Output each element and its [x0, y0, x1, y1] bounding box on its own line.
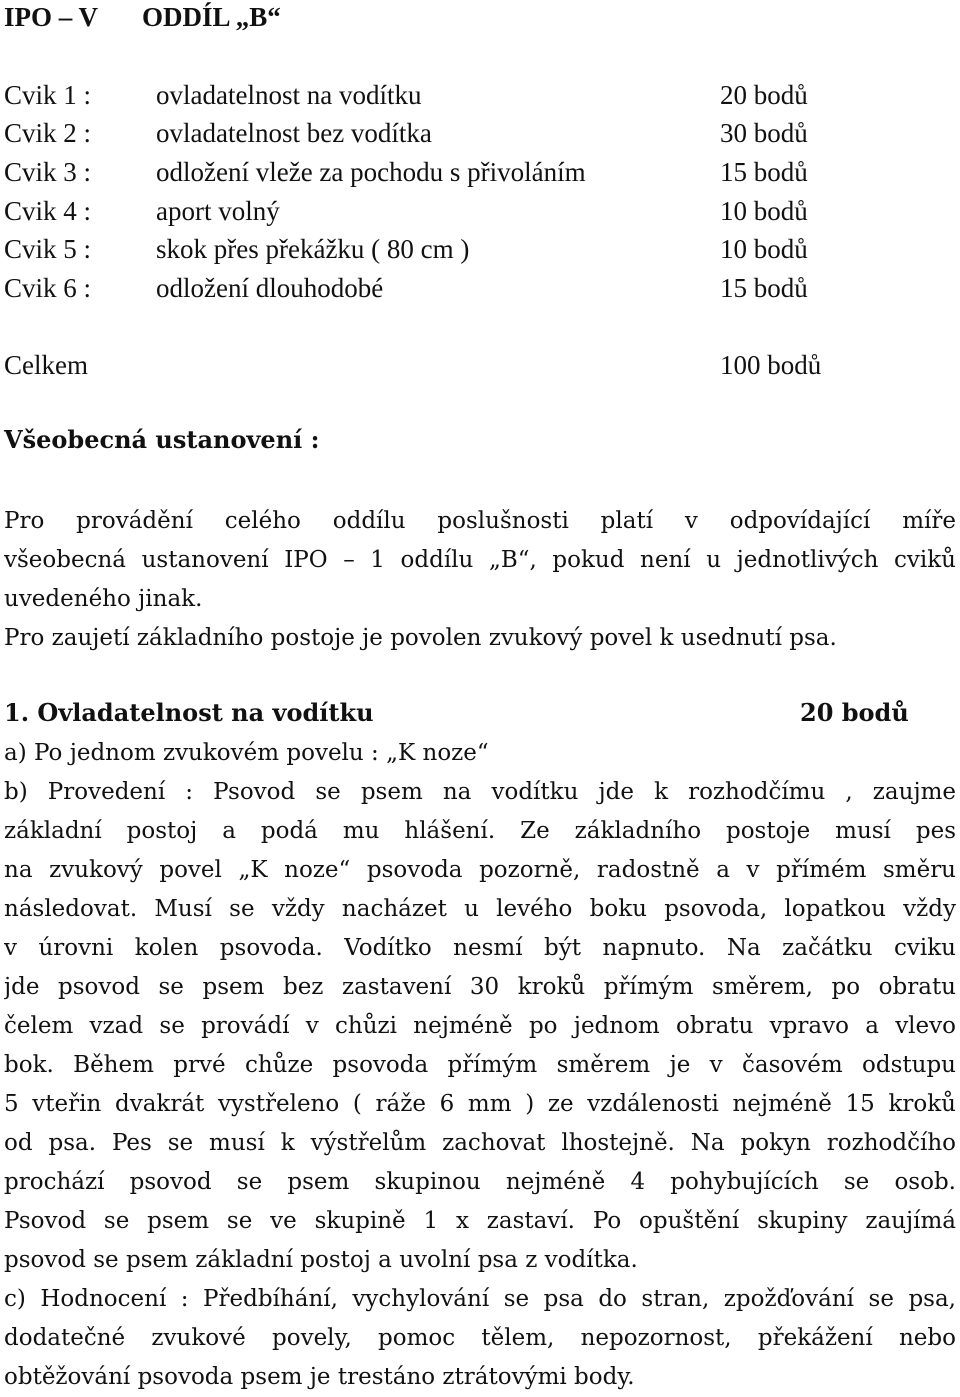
text-line: čelem vzad se provádí v chůzi nejméně po jednom obratu vpravo a vlevo: [4, 1013, 956, 1039]
exercise-name: odložení dlouhodobé: [156, 273, 384, 303]
exercise-points: 20 bodů: [720, 80, 808, 110]
exercise-row: [4, 80, 844, 114]
exercise-points: 15 bodů: [720, 157, 808, 187]
exercise-points: 30 bodů: [720, 118, 808, 148]
text-line: obtěžování psovoda psem je trestáno ztrátovými body.: [4, 1364, 635, 1390]
text-line: dodatečné zvukové povely, pomoc tělem, nepozornost, překážení nebo: [4, 1325, 956, 1351]
exercise-row: [4, 273, 844, 307]
header-exam-code: IPO – V: [4, 2, 99, 32]
exercise-label: Cvik 5 :: [4, 234, 92, 264]
exercise-name: aport volný: [156, 196, 280, 226]
text-line: všeobecná ustanovení IPO – 1 oddílu „B“, pokud není u jednotlivých cviků: [4, 547, 956, 573]
exercise-row: [4, 234, 844, 268]
exercise-points: 15 bodů: [720, 273, 808, 303]
exercise-1-points: 20 bodů: [800, 698, 909, 727]
exercise-row: [4, 157, 844, 191]
header-section-title: ODDÍL „B“: [142, 2, 281, 32]
text-line: jde psovod se psem bez zastavení 30 kroků přímým směrem, po obratu: [4, 974, 956, 1000]
text-line: bok. Během prvé chůze psovoda přímým směrem je v časovém odstupu: [4, 1052, 956, 1078]
total-points: 100 bodů: [720, 350, 822, 380]
text-line: Psovod se psem se ve skupině 1 x zastaví. Po opuštění skupiny zaujímá: [4, 1208, 956, 1234]
general-provisions-text: [4, 502, 956, 658]
exercise-label: Cvik 2 :: [4, 118, 92, 148]
exercise-points: 10 bodů: [720, 196, 808, 226]
text-line: psovod se psem základní postoj a uvolní psa z vodítka.: [4, 1247, 638, 1273]
text-line: c) Hodnocení : Předbíhání, vychylování se psa do stran, zpožďování se psa,: [4, 1286, 956, 1312]
exercise-row: [4, 196, 844, 230]
exercise-label: Cvik 4 :: [4, 196, 92, 226]
text-line: následovat. Musí se vždy nacházet u levého boku psovoda, lopatkou vždy: [4, 896, 956, 922]
exercise-name: odložení vleže za pochodu s přivoláním: [156, 157, 586, 187]
text-line: od psa. Pes se musí k výstřelům zachovat lhostejně. Na pokyn rozhodčího: [4, 1130, 956, 1156]
text-line: b) Provedení : Psovod se psem na vodítku jde k rozhodčímu , zaujme: [4, 779, 956, 805]
exercise-label: Cvik 1 :: [4, 80, 92, 110]
text-line: Pro provádění celého oddílu poslušnosti platí v odpovídající míře: [4, 508, 956, 534]
total-label: Celkem: [4, 350, 88, 380]
exercise-label: Cvik 3 :: [4, 157, 92, 187]
exercise-name: ovladatelnost na vodítku: [156, 80, 422, 110]
text-line: základní postoj a podá mu hlášení. Ze základního postoje musí pes: [4, 818, 956, 844]
general-provisions-title: Všeobecná ustanovení :: [4, 425, 320, 454]
exercise-label: Cvik 6 :: [4, 273, 92, 303]
text-line: na zvukový povel „K noze“ psovoda pozorně, radostně a v přímém směru: [4, 857, 956, 883]
exercise-1-title: 1. Ovladatelnost na vodítku: [4, 698, 374, 727]
text-line: prochází psovod se psem skupinou nejméně 4 pohybujících se osob.: [4, 1169, 956, 1195]
exercise-1-text: [4, 734, 956, 1397]
exercise-name: ovladatelnost bez vodítka: [156, 118, 432, 148]
text-line: uvedeného jinak.: [4, 586, 203, 612]
text-line: 5 vteřin dvakrát vystřeleno ( ráže 6 mm ) ze vzdálenosti nejméně 15 kroků: [4, 1091, 956, 1117]
exercise-1-heading: [4, 698, 909, 727]
exercise-points: 10 bodů: [720, 234, 808, 264]
exercise-row: [4, 118, 844, 152]
exercise-name: skok přes překážku ( 80 cm ): [156, 234, 470, 264]
total-row: [4, 350, 844, 384]
text-line: v úrovni kolen psovoda. Vodítko nesmí být napnuto. Na začátku cviku: [4, 935, 956, 961]
text-line: a) Po jednom zvukovém povelu : „K noze“: [4, 740, 489, 766]
text-line: Pro zaujetí základního postoje je povolen zvukový povel k usednutí psa.: [4, 625, 837, 651]
